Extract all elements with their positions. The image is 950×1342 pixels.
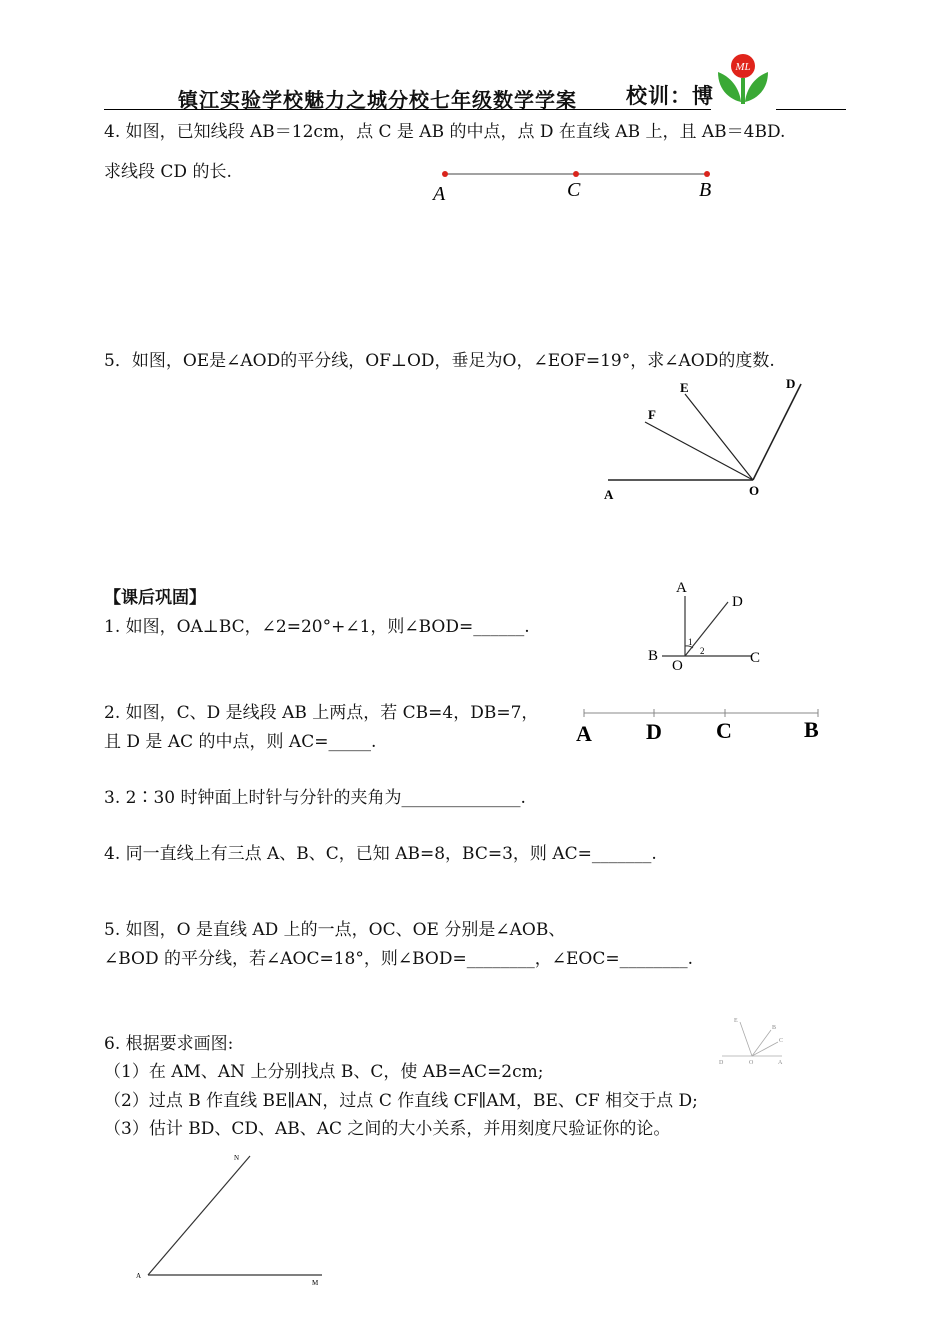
ray-of xyxy=(645,422,753,480)
ray-oe xyxy=(685,394,753,480)
label-c: C xyxy=(716,718,732,743)
school-logo xyxy=(714,52,772,108)
review-q2-line2: 且 D 是 AC 的中点，则 AC=_____. xyxy=(104,732,377,752)
point-a xyxy=(442,171,448,177)
q5-angle-figure xyxy=(600,372,815,507)
review-q3-text: 3. 2∶30 时钟面上时针与分针的夹角为______________. xyxy=(104,788,526,808)
point-c xyxy=(573,171,579,177)
label-n: N xyxy=(234,1154,240,1162)
header-rule-left xyxy=(104,109,711,110)
review-q6-figure xyxy=(130,1148,340,1288)
review-q6-step2: （2）过点 B 作直线 BE∥AN，过点 C 作直线 CF∥AM，BE、CF 相交于点 D; xyxy=(104,1091,698,1111)
label-c: C xyxy=(567,179,581,201)
ray-ob xyxy=(752,1030,771,1056)
review-q1-text: 1. 如图，OA⊥BC，∠2=20°+∠1，则∠BOD=______. xyxy=(104,617,530,637)
label-a: A xyxy=(433,183,446,205)
label-a: A xyxy=(136,1272,142,1280)
review-heading: 【课后巩固】 xyxy=(104,588,206,608)
label-f: F xyxy=(648,407,656,422)
angle-label-2: 2 xyxy=(700,646,705,656)
label-a: A xyxy=(676,580,687,596)
logo-text: ML xyxy=(735,61,751,73)
review-q5-line1: 5. 如图，O 是直线 AD 上的一点，OC、OE 分别是∠AOB、 xyxy=(104,920,566,940)
label-b: B xyxy=(699,179,712,201)
label-m: M xyxy=(312,1279,319,1287)
label-a: A xyxy=(604,487,614,502)
label-d: D xyxy=(732,594,743,610)
label-e: E xyxy=(680,380,689,395)
ray-an xyxy=(148,1156,250,1275)
label-a: A xyxy=(778,1060,783,1066)
label-d: D xyxy=(646,719,662,744)
point-b xyxy=(704,171,710,177)
angle-label-1: 1 xyxy=(688,637,693,647)
school-motto: 校训：博 xyxy=(626,83,714,108)
label-c: C xyxy=(779,1038,784,1044)
q4-text-line1: 4. 如图，已知线段 AB＝12cm，点 C 是 AB 的中点，点 D 在直线 AB 上，且 AB＝4BD. xyxy=(104,122,786,142)
label-b: B xyxy=(772,1025,777,1031)
ray-oe xyxy=(740,1022,752,1056)
ray-oc xyxy=(752,1042,778,1056)
review-q5-figure xyxy=(716,1012,788,1068)
label-o: O xyxy=(749,1060,754,1066)
label-o: O xyxy=(672,658,683,674)
label-o: O xyxy=(749,483,760,498)
review-q6-title: 6. 根据要求画图: xyxy=(104,1034,234,1054)
ray-od xyxy=(685,602,728,656)
review-q6-step3: （3）估计 BD、CD、AB、AC 之间的大小关系，并用刻度尺验证你的论。 xyxy=(104,1119,671,1139)
review-q2-figure xyxy=(570,700,835,750)
ray-od xyxy=(753,384,801,480)
q4-segment-figure xyxy=(420,160,740,210)
header-rule-right xyxy=(776,109,846,110)
logo-stem xyxy=(741,78,745,104)
q4-text-line2: 求线段 CD 的长. xyxy=(104,162,232,182)
label-d: D xyxy=(719,1060,724,1066)
q5-text: 5．如图，OE是∠AOD的平分线，OF⊥OD，垂足为O，∠EOF=19°，求∠AOD的度数. xyxy=(104,351,775,371)
label-e: E xyxy=(734,1018,738,1024)
label-c: C xyxy=(750,650,761,666)
label-d: D xyxy=(786,376,796,391)
review-q5-line2: ∠BOD 的平分线，若∠AOC=18°，则∠BOD=________，∠EOC=________. xyxy=(104,949,693,969)
label-b: B xyxy=(648,648,659,664)
review-q2-line1: 2. 如图，C、D 是线段 AB 上两点，若 CB=4，DB=7， xyxy=(104,703,539,723)
review-q4-text: 4. 同一直线上有三点 A、B、C，已知 AB=8，BC=3，则 AC=_______. xyxy=(104,844,657,864)
label-b: B xyxy=(804,717,819,742)
page-header-title: 镇江实验学校魅力之城分校七年级数学学案 xyxy=(178,88,577,112)
review-q6-step1: （1）在 AM、AN 上分别找点 B、C，使 AB=AC=2cm; xyxy=(104,1062,544,1082)
review-q1-figure xyxy=(640,574,770,674)
label-a: A xyxy=(576,721,592,746)
